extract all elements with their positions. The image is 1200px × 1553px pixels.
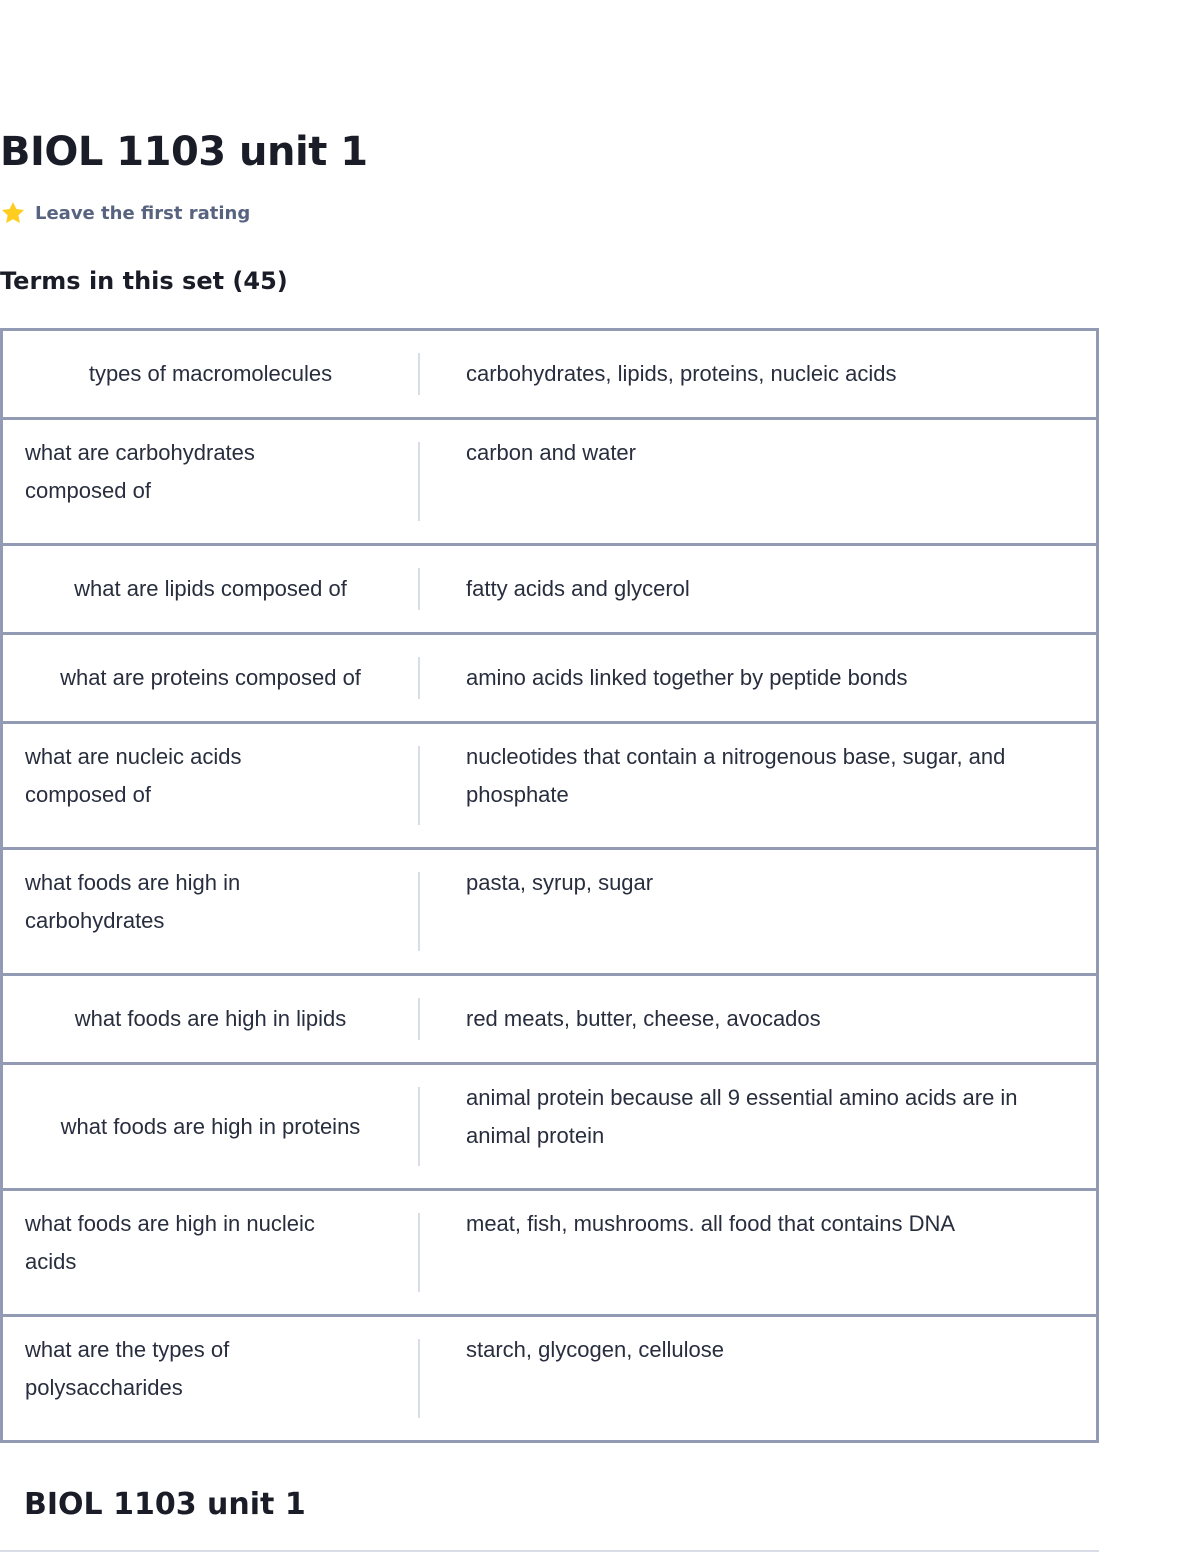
- term-text: what are lipids composed of: [74, 576, 347, 601]
- term-row: [0, 543, 1099, 635]
- definition-text: starch, glycogen, cellulose: [466, 1337, 725, 1362]
- leave-rating-button[interactable]: [0, 198, 250, 228]
- term-text: what are nucleic acids composed of: [25, 744, 242, 807]
- footer-title: BIOL 1103 unit 1: [24, 1487, 306, 1522]
- definition-text: nucleotides that contain a nitrogenous base, sugar, and phosphate: [466, 744, 1006, 807]
- definition-text: pasta, syrup, sugar: [466, 870, 654, 895]
- term-text: what are the types of polysaccharides: [25, 1337, 230, 1400]
- term-text: types of macromolecules: [88, 361, 333, 386]
- page-title: BIOL 1103 unit 1: [0, 129, 368, 175]
- definition-text: red meats, butter, cheese, avocados: [466, 1006, 821, 1031]
- term-row: [0, 847, 1099, 976]
- term-text: what foods are high in lipids: [74, 1006, 347, 1031]
- star-icon: [0, 200, 26, 226]
- term-text: what foods are high in nucleic acids: [25, 1211, 315, 1274]
- term-row: [0, 417, 1099, 546]
- definition-text: meat, fish, mushrooms. all food that contains DNA: [466, 1211, 956, 1236]
- definition-text: carbohydrates, lipids, proteins, nucleic acids: [466, 361, 897, 386]
- term-row: [0, 721, 1099, 850]
- term-text: what are carbohydrates composed of: [25, 440, 255, 503]
- terms-heading: Terms in this set (45): [0, 267, 288, 295]
- term-text: what foods are high in proteins: [60, 1113, 361, 1139]
- term-text: what foods are high in carbohydrates: [25, 870, 241, 933]
- definition-text: carbon and water: [466, 440, 636, 465]
- term-row: [0, 1062, 1099, 1191]
- term-row: [0, 973, 1099, 1065]
- rating-label: Leave the first rating: [35, 202, 251, 224]
- definition-text: animal protein because all 9 essential amino acids are in animal protein: [466, 1085, 1018, 1148]
- term-row: [0, 1314, 1099, 1443]
- footer-divider: [0, 1550, 1099, 1552]
- term-text: what are proteins composed of: [60, 665, 361, 690]
- definition-text: fatty acids and glycerol: [466, 576, 690, 601]
- definition-text: amino acids linked together by peptide bonds: [466, 665, 908, 690]
- term-row: [0, 328, 1099, 420]
- term-row: [0, 632, 1099, 724]
- terms-list: [0, 328, 1099, 1443]
- term-row: [0, 1188, 1099, 1317]
